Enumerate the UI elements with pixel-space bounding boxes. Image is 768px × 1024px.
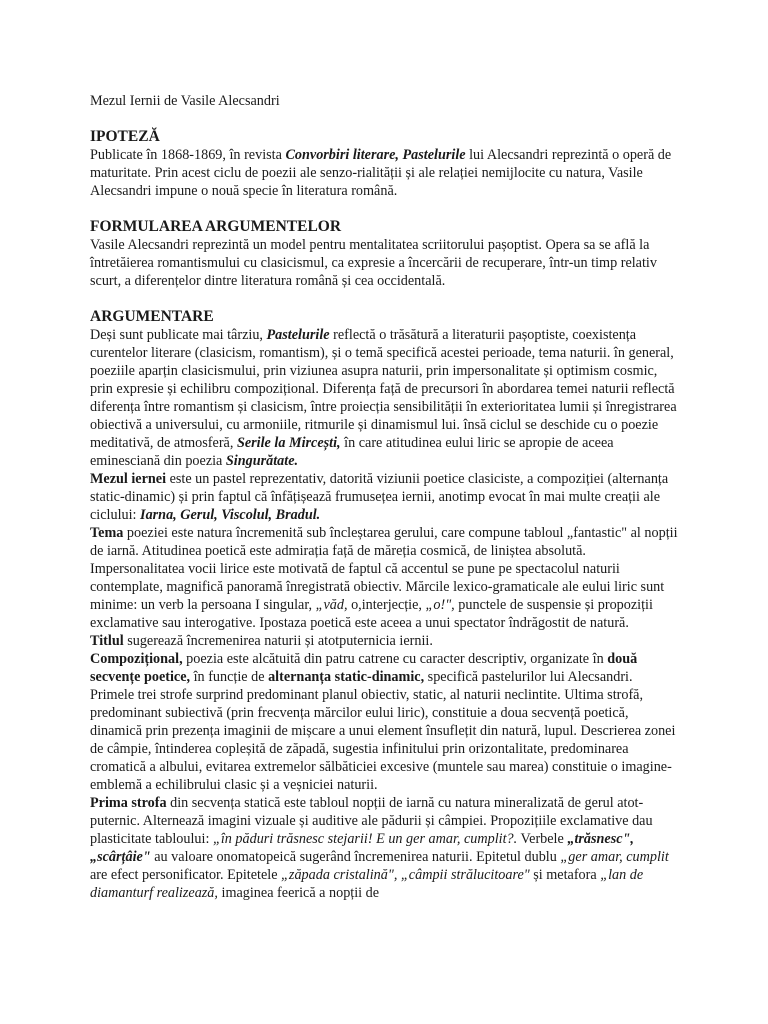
heading-ipoteza: IPOTEZĂ: [90, 128, 160, 145]
bold-run: Compozițional,: [90, 651, 183, 667]
heading-argumentare: ARGUMENTARE: [90, 308, 214, 325]
document-title: Mezul Iernii de Vasile Alecsandri: [90, 93, 280, 109]
bold-run: Tema: [90, 525, 124, 541]
formulare-paragraph: Vasile Alecsandri reprezintă un model pentru mentalitatea scriitorului pașoptist. Opera sa se află la întretăierea romantismului cu clasicismul, ca expresie a încercării de recuperare, într-un timp relativ scurt, a diferențelor dintre literatura română și cea occidentală.: [90, 237, 657, 289]
text-run: Deși sunt publicate mai târziu,: [90, 327, 267, 343]
italic-run: „văd,: [315, 597, 348, 613]
text-run: au valoare onomatopeică sugerând încremenirea naturii. Epitetul dublu: [150, 849, 561, 865]
text-run: din secvența statică este tabloul nopții de iarnă cu natura mineralizată de gerul atot-puternic. Alternează imagini vizuale și auditive ale pădurii și câmpiei. Propozițiile exclamative dau plasticitate tabloului:: [90, 795, 653, 847]
bold-run: Prima strofa: [90, 795, 167, 811]
text-run: lui Alecsandri reprezintă o operă de maturitate. Prin acest ciclu de poezii ale senzo-rialității și ale relației nemijlocite cu natura, Vasile Alecsandri impune o nouă specie în literatura română.: [90, 147, 672, 199]
text-run: punctele de suspensie și propoziții exclamative sau interogative. Ipostaza poetică este aceea a unui spectator îndrăgostit de natură.: [90, 597, 653, 631]
text-run: este un pastel reprezentativ, datorită viziunii poetice clasiciste, a compoziției (alternanța static-dinamic) și prin faptul că înfățișează frumusețea iernii, anotimp evocat în mai multe creații ale ciclului:: [90, 471, 669, 523]
text-run: poezia este alcătuită din patru catrene cu caracter descriptiv, organizate în: [182, 651, 608, 667]
emphasis-run: „trăsnesc", „scârțâie": [90, 831, 634, 865]
argumentare-paragraph-5: [90, 650, 680, 794]
italic-run: „lan de diamanturf realizează,: [90, 867, 644, 901]
argumentare-paragraph-1: [90, 326, 680, 470]
bold-run: alternanța static-dinamic,: [268, 669, 425, 685]
text-run: Publicate în 1868-1869, în revista: [90, 147, 286, 163]
text-run: și metafora: [529, 867, 601, 883]
ipoteza-paragraph: [90, 146, 680, 200]
argumentare-paragraph-3: [90, 524, 680, 632]
argumentare-paragraph-4: [90, 632, 680, 650]
text-run: în care atitudinea eului liric se apropie de aceea eminesciană din poezia: [90, 435, 614, 469]
text-run: specifică pastelurilor lui Alecsandri. Primele trei strofe surprind predominant planul obiectiv, static, al naturii neclintite. Ultima strofă, predominant subiectivă (prin frecvența mărcilor eului liric), constituie a doua secvență poetică, dinamică prin prezența imaginii de mișcare a unui element însuflețit din natură, lupul. Descrierea zonei de câmpie, întinderea copleșită de zăpadă, sugestia infinitului prin orizontalitate, predominarea cromatică a albului, evitarea extremelor sălbăticiei excesive (muntele sau marea) constituie o imagine-emblemă a echilibrului clasic și a veșniciei naturii.: [90, 669, 676, 793]
text-run: în funcție de: [190, 669, 269, 685]
text-run: sugerează încremenirea naturii și atotputernicia iernii.: [123, 633, 433, 649]
emphasis-run: Singurătate.: [225, 453, 299, 469]
emphasis-run: Convorbiri literare, Pastelurile: [285, 147, 466, 163]
argumentare-paragraph-6: [90, 794, 680, 902]
italic-run: „ger amar, cumplit: [560, 849, 669, 865]
italic-run: „o!",: [425, 597, 455, 613]
heading-formulare: FORMULAREA ARGUMENTELOR: [90, 218, 342, 235]
text-run: o,interjecție,: [347, 597, 426, 613]
italic-run: „în păduri trăsnesc stejarii! E un ger amar, cumplit?.: [212, 831, 518, 847]
bold-run: Mezul iernei: [90, 471, 167, 487]
emphasis-run: Pastelurile: [266, 327, 330, 343]
argumentare-paragraph-2: [90, 470, 680, 524]
emphasis-run: Iarna, Gerul, Viscolul, Bradul.: [140, 507, 321, 523]
emphasis-run: Serile la Mircești,: [236, 435, 341, 451]
text-run: imaginea feerică a nopții de: [217, 885, 380, 901]
text-run: poeziei este natura încremenită sub încleștarea gerului, care compune tabloul „fantastic" al nopții de iarnă. Atitudinea poetică este admirația față de măreția cosmică, de liniștea absolută. Impersonalitatea vocii lirice este motivată de faptul că accentul se pune pe spectacolul naturii contemplate, magnifică panoramă înregistrată obiectiv. Mărcile lexico-gramaticale ale eului liric sunt minime: un verb la persoana I singular,: [90, 525, 678, 613]
text-run: reflectă o trăsătură a literaturii pașoptiste, coexistența curentelor literare (clasicism, romantism), și o temă specifică acestei perioade, tema naturii. în general, poeziile aparțin clasicismului, prin viziunea asupra naturii, prin impersonalitate și optimism cosmic, prin expresie și echilibru compozițional. Diferența față de precursori în abordarea temei naturii reflectă diferența între romantism și clasicism, între proiecția sensibilității în exterioritatea lumii și înregistrarea obiectivă a universului, cu armoniile, ritmurile și dinamismul lui. însă ciclul se deschide cu o poezie meditativă, de atmosferă,: [90, 327, 677, 451]
bold-run: două secvențe poetice,: [90, 651, 638, 685]
italic-run: „zăpada cristalină", „câmpii strălucitoare": [281, 867, 530, 883]
bold-run: Titlul: [90, 633, 124, 649]
text-run: Verbele: [517, 831, 568, 847]
document-page: [90, 92, 680, 902]
text-run: are efect personificator. Epitetele: [90, 867, 282, 883]
